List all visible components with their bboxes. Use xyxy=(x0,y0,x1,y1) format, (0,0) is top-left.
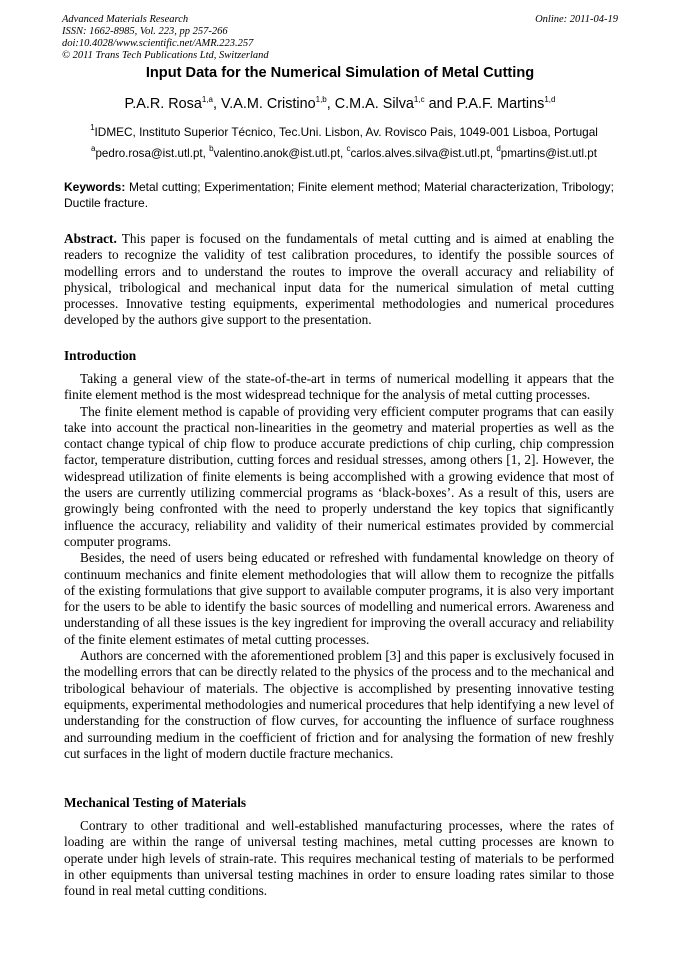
author-name: P.A.R. Rosa xyxy=(124,96,202,112)
email-mark: d xyxy=(496,144,501,153)
author-separator: , xyxy=(326,96,335,112)
online-date: Online: 2011-04-19 xyxy=(535,14,618,25)
introduction-heading: Introduction xyxy=(64,348,137,363)
body-paragraph: Taking a general view of the state-of-the-art in terms of numerical modelling it appears that the finite element method is the most widespread technique for the analysis of metal cutting processes. xyxy=(64,371,614,403)
mechanical-testing-heading: Mechanical Testing of Materials xyxy=(64,795,247,810)
body-paragraph: Authors are concerned with the aforementioned problem [3] and this paper is exclusively focused in the modelling errors that can be directly related to the physics of the process and to the mechanical and tribological behaviour of materials. The objective is accomplished by presenting innovative testing equipments, experimental methodologies and numerical procedures that help identifying a new level of understanding for the construction of flow curves, for accounting the influence of surface roughness and surrounding medium in the coefficient of friction and for analysing the formation of new freshly cut surfaces in the light of modern ductile fracture mechanics. xyxy=(64,648,614,761)
body-paragraph: Contrary to other traditional and well-established manufacturing processes, where the rates of loading are within the range of universal testing machines, metal cutting processes are known to operate under high levels of strain-rate. This requires mechanical testing of materials to be performed in other equipments than universal testing machines in order to ensure loading rates similar to those found in real metal cutting conditions. xyxy=(64,818,614,899)
affiliation-text: IDMEC, Instituto Superior Técnico, Tec.Uni. Lisbon, Av. Rovisco Pais, 1049-001 Lisboa, Portugal xyxy=(94,125,598,139)
author-separator: and xyxy=(424,96,457,112)
email-address: valentino.anok@ist.utl.pt xyxy=(213,147,341,160)
introduction-body xyxy=(64,371,614,762)
abstract xyxy=(64,231,614,329)
affiliation-mark: 1 xyxy=(90,123,95,132)
keywords-label: Keywords: xyxy=(64,180,126,194)
author-separator: , xyxy=(212,96,221,112)
email-address: pedro.rosa@ist.utl.pt xyxy=(95,147,203,160)
author-list xyxy=(62,96,618,112)
journal-doi: doi:10.4028/www.scientific.net/AMR.223.257 xyxy=(62,38,254,49)
email-mark: b xyxy=(209,144,214,153)
author-affiliation-mark: 1,a xyxy=(201,95,213,104)
journal-issn: ISSN: 1662-8985, Vol. 223, pp 257-266 xyxy=(62,26,228,37)
author-name: V.A.M. Cristino xyxy=(220,96,316,112)
keywords-text: Metal cutting; Experimentation; Finite element method; Material characterization, Tribology; Ductile fracture. xyxy=(64,180,614,210)
journal-header xyxy=(62,14,618,62)
abstract-label: Abstract. xyxy=(64,231,117,246)
email-mark: c xyxy=(346,144,351,153)
email-address: pmartins@ist.utl.pt xyxy=(500,147,597,160)
author-affiliation-mark: 1,d xyxy=(544,95,556,104)
body-paragraph: The finite element method is capable of providing very efficient computer programs that can easily take into account the practical non-linearities in the geometry and material properties as well as the contact change typical of chip flow to produce accurate predictions of chip curling, chip compression factor, temperature distribution, cutting forces and residual stresses, among others [1, 2]. However, the widespread utilization of finite elements is being accomplished with a growing evidence that most of the users are currently utilizing commercial programs as ‘black-boxes’. As a result of this, users are growingly being confronted with the need to properly understand the key topics that significantly influence the accuracy, reliability and validity of their numerical estimates provided by commercial computer programs. xyxy=(64,403,614,549)
author-affiliation-mark: 1,c xyxy=(413,95,425,104)
paper-title: Input Data for the Numerical Simulation of Metal Cutting xyxy=(145,65,535,81)
journal-copyright: © 2011 Trans Tech Publications Ltd, Switzerland xyxy=(62,50,269,61)
journal-name: Advanced Materials Research xyxy=(62,14,189,25)
mechanical-testing-body xyxy=(64,818,614,899)
email-address: carlos.alves.silva@ist.utl.pt xyxy=(350,147,490,160)
abstract-text: This paper is focused on the fundamentals of metal cutting and is aimed at enabling the readers to recognize the validity of test calibration procedures, to identify the possible sources of modelling errors and to understand the routes to improve the overall accuracy and reliability of physical, tribological and mechanical input data for the numerical simulation of metal cutting processes. Innovative testing equipments, experimental methodologies and numerical procedures developed by the authors give support to the presentation. xyxy=(64,231,614,328)
email-list: $^a$pedro.rosa@ist.utl.pt, $^b$valentino.anok@ist.utl.pt, $^c$carlos.alves.silva@ist.utl.pt, $^d$pmartins@ist.utl.pt xyxy=(91,144,597,160)
affiliation xyxy=(64,125,624,139)
author-affiliation-mark: 1,b xyxy=(315,95,327,104)
body-paragraph: Besides, the need of users being educated or refreshed with fundamental knowledge on theory of continuum mechanics and finite element methodologies that will allow them to recognize the pitfalls of the existing formulations that give support to available computer programs, it is also very important for the users to be able to identify the basic sources of modelling and numerical errors. Awareness and understanding of all these issues is the key ingredient for improving the overall accuracy and reliability of the finite element estimates of metal cutting processes. xyxy=(64,550,614,647)
email-mark: a xyxy=(91,144,96,153)
author-name: C.M.A. Silva xyxy=(334,96,414,112)
keywords xyxy=(64,180,614,211)
author-name: P.A.F. Martins xyxy=(456,96,545,112)
